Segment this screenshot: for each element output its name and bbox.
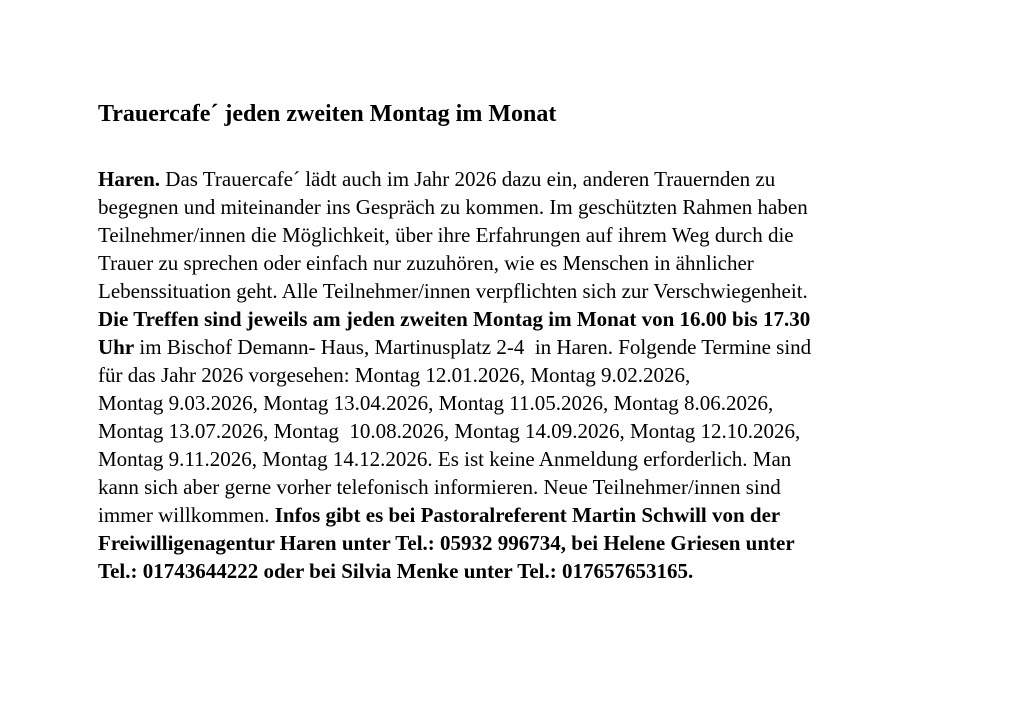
text-line [98,529,928,557]
article-body [98,165,928,585]
text-segment: Montag 13.07.2026, Montag 10.08.2026, Montag 14.09.2026, Montag 12.10.2026, [98,419,801,443]
bold-text-segment: Infos gibt es bei Pastoralreferent Martin Schwill von der [274,503,781,527]
text-segment: im Bischof Demann- Haus, Martinusplatz 2-4 in Haren. Folgende Termine sind [134,335,812,359]
bold-text-segment: Die Treffen sind jeweils am jeden zweiten Montag im Monat von 16.00 bis 17.30 [98,307,811,331]
page-title: Trauercafe´ jeden zweiten Montag im Monat [98,101,557,127]
bold-text-segment: Haren. [98,167,161,191]
text-segment: Montag 9.03.2026, Montag 13.04.2026, Montag 11.05.2026, Montag 8.06.2026, [98,391,774,415]
text-line [98,249,928,277]
text-line [98,557,928,585]
text-line [98,417,928,445]
text-segment: für das Jahr 2026 vorgesehen: Montag 12.01.2026, Montag 9.02.2026, [98,363,691,387]
text-segment: begegnen und miteinander ins Gespräch zu kommen. Im geschützten Rahmen haben [98,195,808,219]
text-segment: Das Trauercafe´ lädt auch im Jahr 2026 dazu ein, anderen Trauernden zu [160,167,776,191]
text-line [98,473,928,501]
bold-text-segment: Uhr [98,335,135,359]
text-line [98,445,928,473]
text-line [98,277,928,305]
text-line [98,193,928,221]
text-line [98,389,928,417]
text-segment: Montag 9.11.2026, Montag 14.12.2026. Es ist keine Anmeldung erforderlich. Man [98,447,792,471]
text-segment: Teilnehmer/innen die Möglichkeit, über ihre Erfahrungen auf ihrem Weg durch die [98,223,794,247]
text-line [98,501,928,529]
text-line [98,165,928,193]
text-line [98,221,928,249]
text-line [98,361,928,389]
text-line [98,333,928,361]
text-segment: Lebenssituation geht. Alle Teilnehmer/innen verpflichten sich zur Verschwiegenheit. [98,279,808,303]
text-line [98,305,928,333]
bold-text-segment: Tel.: 01743644222 oder bei Silvia Menke unter Tel.: 017657653165. [98,559,694,583]
text-segment: kann sich aber gerne vorher telefonisch informieren. Neue Teilnehmer/innen sind [98,475,781,499]
bold-text-segment: Freiwilligenagentur Haren unter Tel.: 05932 996734, bei Helene Griesen unter [98,531,795,555]
text-segment: Trauer zu sprechen oder einfach nur zuzuhören, wie es Menschen in ähnlicher [98,251,754,275]
text-segment: immer willkommen. [98,503,275,527]
